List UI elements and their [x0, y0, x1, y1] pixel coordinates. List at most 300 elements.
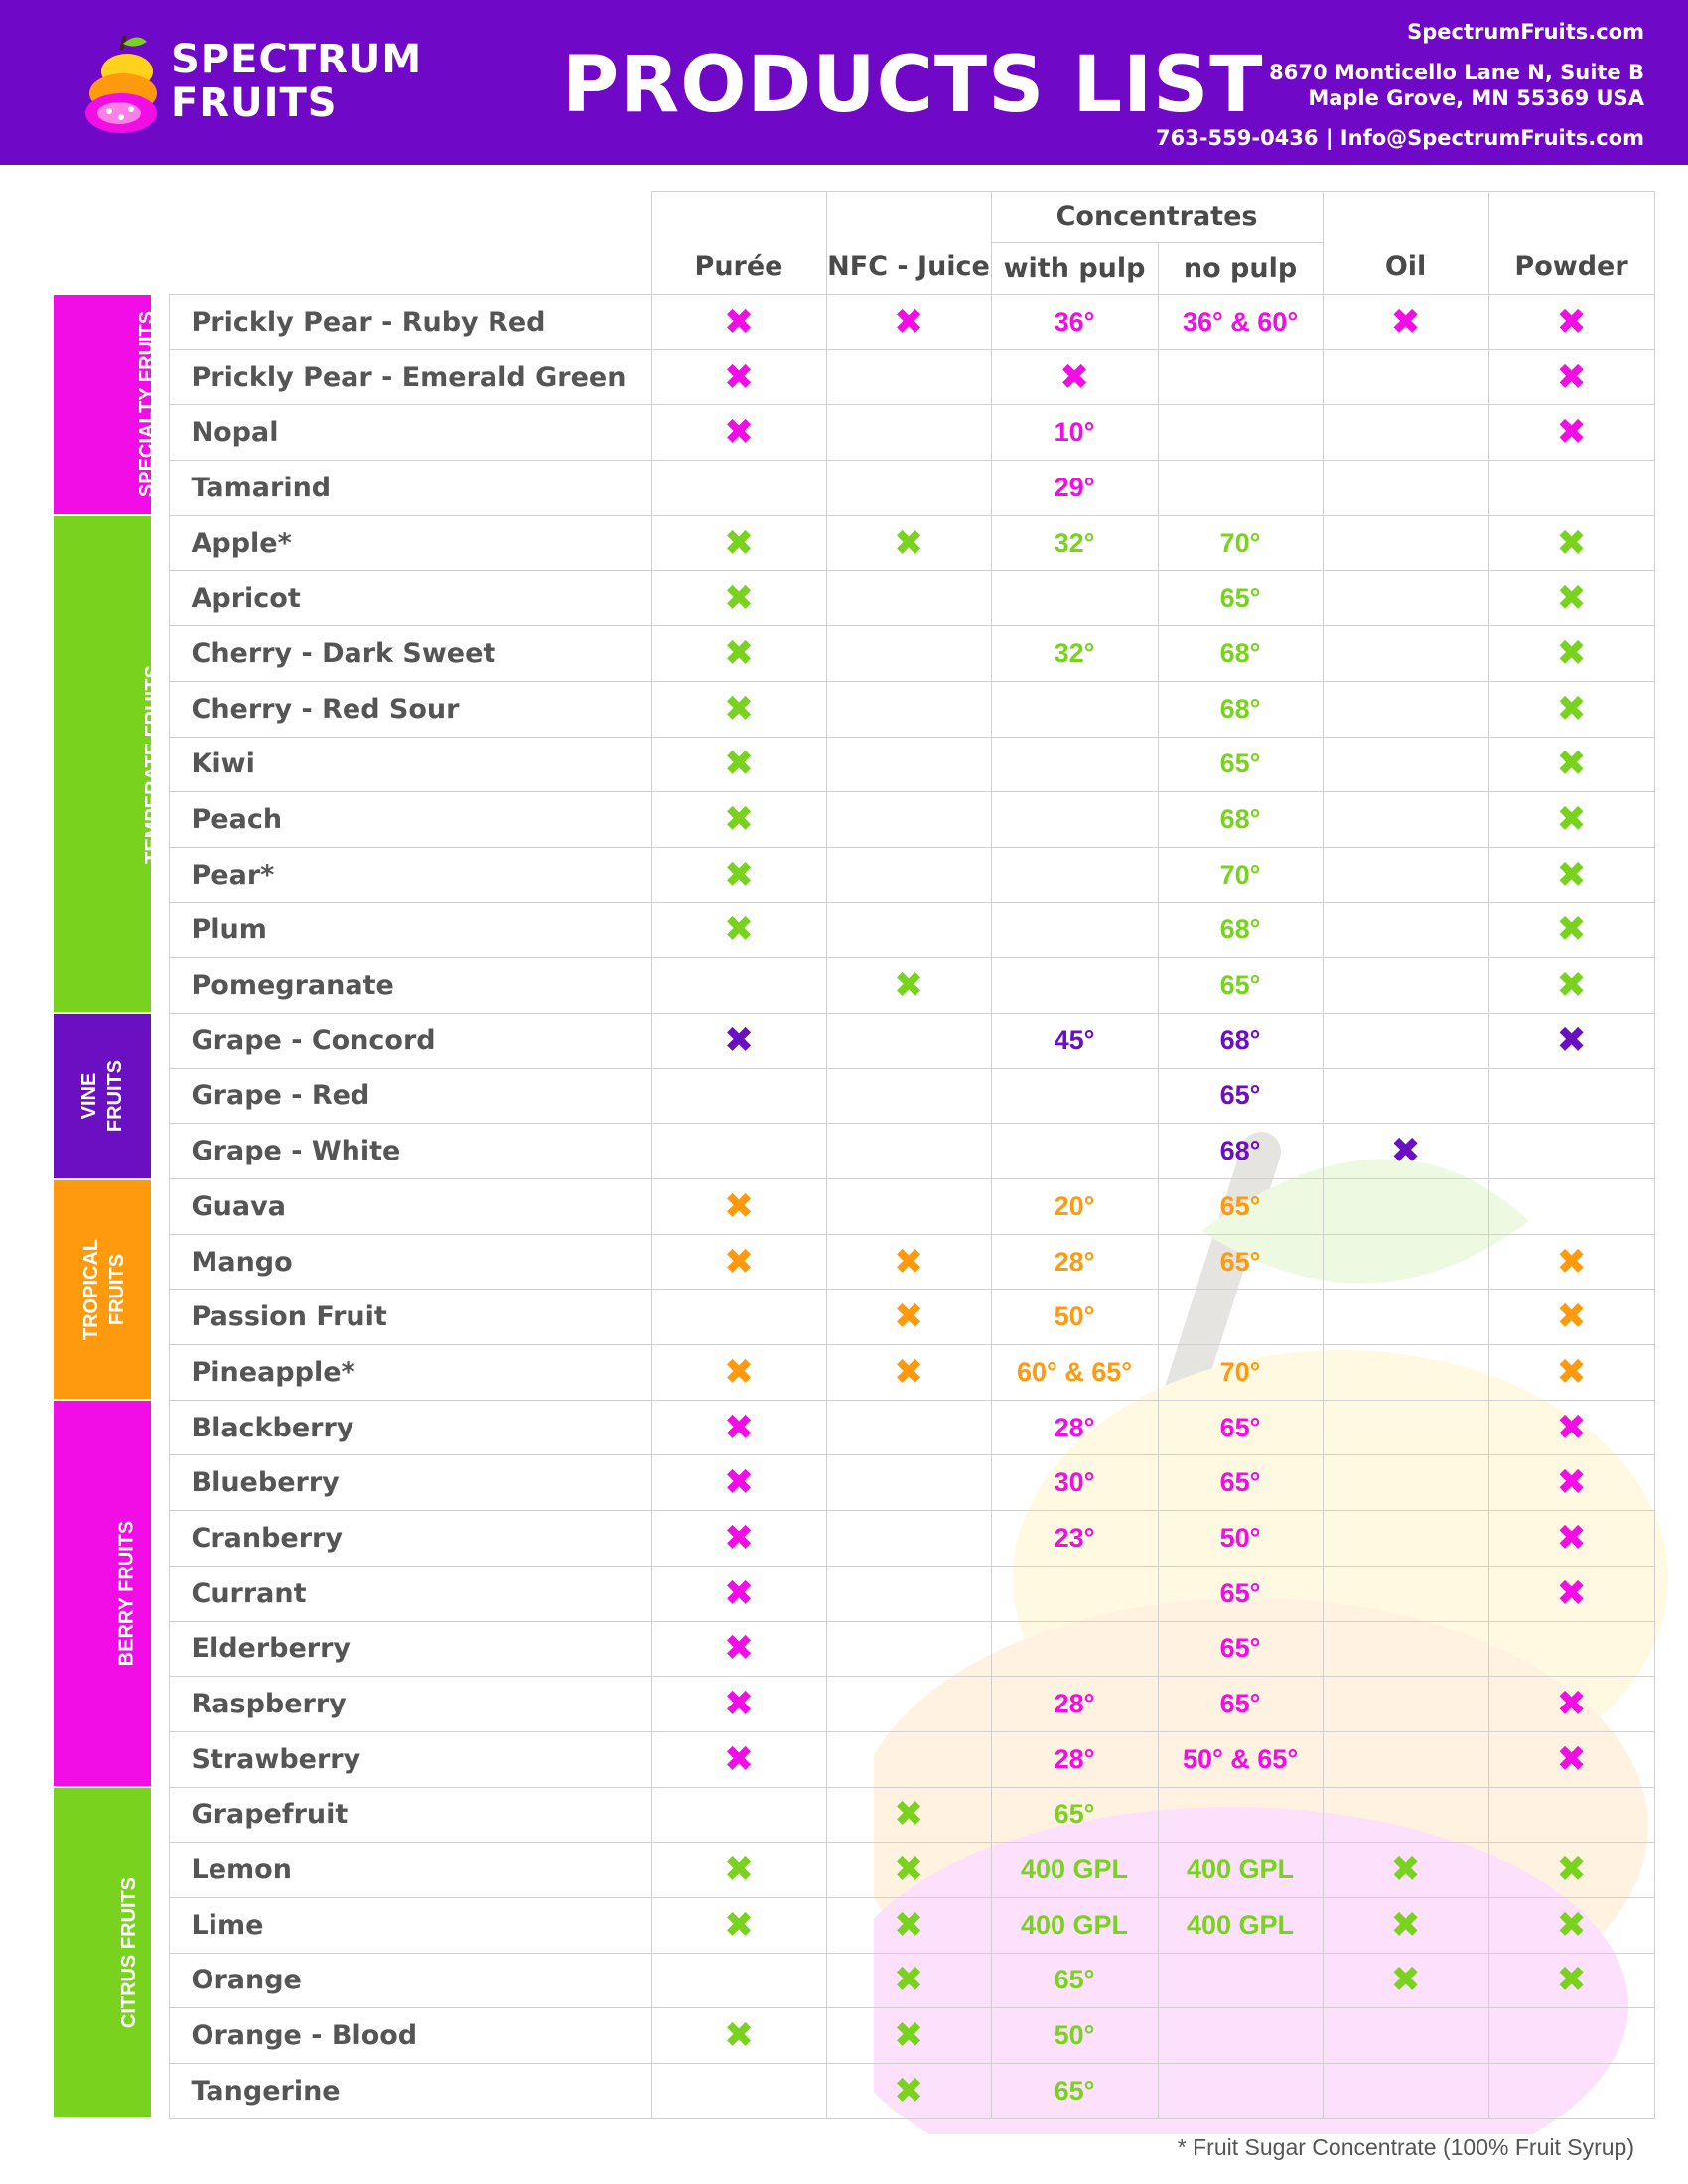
- cell-powder: [1488, 1787, 1654, 1843]
- cell-no-pulp: [1158, 1345, 1323, 1401]
- cell-oil: [1323, 1843, 1488, 1898]
- x-mark-icon: ✖: [1556, 798, 1587, 840]
- x-mark-icon: ✖: [723, 1240, 755, 1282]
- website-link[interactable]: SpectrumFruits.com: [1407, 20, 1644, 44]
- cell-no-pulp: [1158, 1953, 1323, 2008]
- table-row: [54, 1455, 1654, 1511]
- cell-nfc: [826, 737, 991, 792]
- x-mark-icon: ✖: [893, 1903, 924, 1945]
- product-name: Pineapple*: [169, 1345, 651, 1401]
- cell-nfc: [826, 1234, 991, 1290]
- cell-oil: [1323, 1290, 1488, 1345]
- brix-value: 65°: [1219, 1190, 1261, 1221]
- page-header: [0, 0, 1688, 165]
- x-mark-icon: ✖: [893, 521, 924, 563]
- x-mark-icon: ✖: [893, 1848, 924, 1890]
- cell-no-pulp: [1158, 1511, 1323, 1567]
- cell-with-pulp: [991, 2064, 1158, 2119]
- cell-puree: [651, 295, 826, 350]
- x-mark-icon: ✖: [723, 1406, 755, 1447]
- cell-with-pulp: [991, 1455, 1158, 1511]
- product-name: Apricot: [169, 571, 651, 626]
- product-name: Tangerine: [169, 2064, 651, 2119]
- table-row: [54, 681, 1654, 737]
- product-name: Pomegranate: [169, 958, 651, 1014]
- cell-no-pulp: [1158, 1290, 1323, 1345]
- cell-nfc: [826, 1787, 991, 1843]
- brix-value: 65°: [1054, 1965, 1095, 1995]
- cell-with-pulp: [991, 1621, 1158, 1677]
- x-mark-icon: ✖: [1556, 687, 1587, 729]
- cell-puree: [651, 1731, 826, 1787]
- table-row: [54, 461, 1654, 516]
- cell-no-pulp: [1158, 958, 1323, 1014]
- product-name: Tamarind: [169, 461, 651, 516]
- brix-value: 50° & 65°: [1182, 1743, 1299, 1774]
- cell-powder: [1488, 1179, 1654, 1235]
- cell-no-pulp: [1158, 295, 1323, 350]
- cell-powder: [1488, 405, 1654, 461]
- brix-value: 68°: [1219, 693, 1261, 724]
- brix-value: 65°: [1219, 1577, 1261, 1608]
- x-mark-icon: ✖: [1556, 1903, 1587, 1945]
- cell-powder: [1488, 737, 1654, 792]
- cell-powder: [1488, 1511, 1654, 1567]
- x-mark-icon: ✖: [723, 1737, 755, 1779]
- cell-oil: [1323, 681, 1488, 737]
- cell-powder: [1488, 1566, 1654, 1621]
- category-gap: [151, 1013, 169, 1178]
- cell-puree: [651, 847, 826, 902]
- col-header-puree: Purée: [651, 192, 826, 295]
- table-row: [54, 2064, 1654, 2119]
- cell-nfc: [826, 405, 991, 461]
- cell-no-pulp: [1158, 792, 1323, 848]
- cell-no-pulp: [1158, 349, 1323, 405]
- category-label-line-1: TROPICAL: [80, 1238, 103, 1340]
- table-row: [54, 1179, 1654, 1235]
- page-title: PRODUCTS LIST: [562, 41, 1264, 130]
- cell-puree: [651, 2008, 826, 2064]
- x-mark-icon: ✖: [723, 355, 755, 397]
- product-name: Apple*: [169, 515, 651, 571]
- brix-value: 23°: [1054, 1522, 1095, 1553]
- cell-nfc: [826, 1290, 991, 1345]
- x-mark-icon: ✖: [723, 2014, 755, 2056]
- cell-powder: [1488, 1953, 1654, 2008]
- product-name: Lemon: [169, 1843, 651, 1898]
- cell-no-pulp: [1158, 1731, 1323, 1787]
- cell-with-pulp: [991, 1843, 1158, 1898]
- brix-value: 68°: [1219, 914, 1261, 945]
- brix-value: 32°: [1054, 527, 1095, 558]
- cell-with-pulp: [991, 349, 1158, 405]
- brix-value: 50°: [1054, 2020, 1095, 2051]
- cell-with-pulp: [991, 958, 1158, 1014]
- x-mark-icon: ✖: [1556, 964, 1587, 1006]
- cell-powder: [1488, 1621, 1654, 1677]
- cell-oil: [1323, 405, 1488, 461]
- product-name: Plum: [169, 902, 651, 958]
- cell-oil: [1323, 626, 1488, 682]
- table-row: [54, 1953, 1654, 2008]
- cell-with-pulp: [991, 1124, 1158, 1179]
- table-row: [54, 1013, 1654, 1068]
- x-mark-icon: ✖: [723, 521, 755, 563]
- cell-no-pulp: [1158, 737, 1323, 792]
- cell-with-pulp: [991, 902, 1158, 958]
- x-mark-icon: ✖: [723, 853, 755, 894]
- category-label: [54, 1787, 151, 2118]
- cell-puree: [651, 1897, 826, 1953]
- x-mark-icon: ✖: [1058, 355, 1090, 397]
- cell-puree: [651, 1621, 826, 1677]
- x-mark-icon: ✖: [723, 1627, 755, 1669]
- x-mark-icon: ✖: [723, 1350, 755, 1392]
- x-mark-icon: ✖: [723, 300, 755, 341]
- cell-with-pulp: [991, 295, 1158, 350]
- cell-oil: [1323, 1068, 1488, 1124]
- cell-no-pulp: [1158, 571, 1323, 626]
- product-name: Cherry - Red Sour: [169, 681, 651, 737]
- cell-oil: [1323, 295, 1488, 350]
- category-gap: [151, 1787, 169, 2118]
- x-mark-icon: ✖: [723, 631, 755, 673]
- table-row: [54, 295, 1654, 350]
- cell-oil: [1323, 1234, 1488, 1290]
- cell-nfc: [826, 958, 991, 1014]
- cell-powder: [1488, 461, 1654, 516]
- brix-value: 65°: [1219, 1633, 1261, 1664]
- cell-puree: [651, 1068, 826, 1124]
- table-row: [54, 1566, 1654, 1621]
- cell-powder: [1488, 1455, 1654, 1511]
- cell-puree: [651, 1843, 826, 1898]
- cell-nfc: [826, 295, 991, 350]
- x-mark-icon: ✖: [1556, 853, 1587, 894]
- category-label-text: [78, 1239, 130, 1340]
- table-row: [54, 792, 1654, 848]
- table-row: [54, 405, 1654, 461]
- cell-oil: [1323, 1400, 1488, 1455]
- table-row: [54, 571, 1654, 626]
- cell-nfc: [826, 1621, 991, 1677]
- cell-with-pulp: [991, 1179, 1158, 1235]
- table-row: [54, 1511, 1654, 1567]
- cell-no-pulp: [1158, 1013, 1323, 1068]
- brix-value: 65°: [1219, 1246, 1261, 1277]
- cell-no-pulp: [1158, 1455, 1323, 1511]
- cell-puree: [651, 1511, 826, 1567]
- x-mark-icon: ✖: [723, 1903, 755, 1945]
- cell-nfc: [826, 1013, 991, 1068]
- cell-powder: [1488, 571, 1654, 626]
- cell-nfc: [826, 681, 991, 737]
- x-mark-icon: ✖: [1556, 1296, 1587, 1337]
- fruit-logo-icon: [81, 30, 169, 139]
- cell-puree: [651, 958, 826, 1014]
- cell-oil: [1323, 1345, 1488, 1401]
- brix-value: 65°: [1219, 970, 1261, 1001]
- x-mark-icon: ✖: [893, 964, 924, 1006]
- cell-no-pulp: [1158, 626, 1323, 682]
- product-name: Blackberry: [169, 1400, 651, 1455]
- cell-with-pulp: [991, 1400, 1158, 1455]
- category-label-text: BERRY FRUITS: [115, 1520, 138, 1667]
- x-mark-icon: ✖: [893, 1296, 924, 1337]
- cell-nfc: [826, 1511, 991, 1567]
- category-label: [54, 1400, 151, 1787]
- cell-oil: [1323, 1953, 1488, 2008]
- category-label-text: CITRUS FRUITS: [118, 1877, 141, 2029]
- product-name: Kiwi: [169, 737, 651, 792]
- phone-email: 763-559-0436 | Info@SpectrumFruits.com: [1155, 126, 1644, 150]
- product-name: Cherry - Dark Sweet: [169, 626, 651, 682]
- table-row: [54, 737, 1654, 792]
- cell-puree: [651, 902, 826, 958]
- cell-powder: [1488, 1677, 1654, 1732]
- cell-powder: [1488, 349, 1654, 405]
- cell-oil: [1323, 737, 1488, 792]
- cell-with-pulp: [991, 1290, 1158, 1345]
- cell-nfc: [826, 515, 991, 571]
- category-label: [54, 1179, 151, 1401]
- brix-value: 65°: [1054, 2075, 1095, 2106]
- col-header-oil: Oil: [1323, 192, 1488, 295]
- category-gap: [151, 1179, 169, 1401]
- cell-oil: [1323, 1013, 1488, 1068]
- table-row: [54, 1731, 1654, 1787]
- table-row: [54, 1345, 1654, 1401]
- product-name: Passion Fruit: [169, 1290, 651, 1345]
- cell-oil: [1323, 958, 1488, 1014]
- product-name: Grape - Concord: [169, 1013, 651, 1068]
- cell-with-pulp: [991, 737, 1158, 792]
- cell-powder: [1488, 1290, 1654, 1345]
- x-mark-icon: ✖: [893, 1959, 924, 2000]
- cell-no-pulp: [1158, 1124, 1323, 1179]
- cell-oil: [1323, 1677, 1488, 1732]
- x-mark-icon: ✖: [1556, 521, 1587, 563]
- brix-value: 28°: [1054, 1246, 1095, 1277]
- cell-no-pulp: [1158, 1068, 1323, 1124]
- cell-oil: [1323, 1787, 1488, 1843]
- cell-with-pulp: [991, 571, 1158, 626]
- cell-nfc: [826, 1566, 991, 1621]
- table-row: [54, 958, 1654, 1014]
- cell-no-pulp: [1158, 1566, 1323, 1621]
- category-label: [54, 295, 159, 516]
- table-row: [54, 847, 1654, 902]
- x-mark-icon: ✖: [1390, 1959, 1421, 2000]
- brix-value: 28°: [1054, 1412, 1095, 1442]
- x-mark-icon: ✖: [893, 1240, 924, 1282]
- cell-powder: [1488, 902, 1654, 958]
- product-name: Raspberry: [169, 1677, 651, 1732]
- x-mark-icon: ✖: [1556, 1350, 1587, 1392]
- cell-powder: [1488, 2008, 1654, 2064]
- product-name: Elderberry: [169, 1621, 651, 1677]
- cell-powder: [1488, 1234, 1654, 1290]
- x-mark-icon: ✖: [893, 300, 924, 341]
- cell-nfc: [826, 1897, 991, 1953]
- table-row: [54, 1400, 1654, 1455]
- cell-puree: [651, 1400, 826, 1455]
- brix-value: 45°: [1054, 1024, 1095, 1055]
- cell-oil: [1323, 1179, 1488, 1235]
- cell-oil: [1323, 792, 1488, 848]
- brix-value: 400 GPL: [1187, 1854, 1295, 1885]
- cell-with-pulp: [991, 847, 1158, 902]
- cell-with-pulp: [991, 681, 1158, 737]
- brand-line-2: FRUITS: [171, 80, 338, 126]
- cell-with-pulp: [991, 1897, 1158, 1953]
- brix-value: 36° & 60°: [1182, 306, 1299, 337]
- x-mark-icon: ✖: [1556, 577, 1587, 618]
- brix-value: 68°: [1219, 1024, 1261, 1055]
- brix-value: 65°: [1219, 749, 1261, 779]
- product-name: Peach: [169, 792, 651, 848]
- cell-powder: [1488, 2064, 1654, 2119]
- x-mark-icon: ✖: [723, 411, 755, 453]
- brand-line-1: SPECTRUM: [171, 37, 423, 82]
- x-mark-icon: ✖: [1390, 300, 1421, 341]
- brix-value: 65°: [1054, 1799, 1095, 1830]
- cell-no-pulp: [1158, 2064, 1323, 2119]
- cell-no-pulp: [1158, 2008, 1323, 2064]
- cell-powder: [1488, 1843, 1654, 1898]
- product-name: Orange - Blood: [169, 2008, 651, 2064]
- cell-puree: [651, 1455, 826, 1511]
- cell-oil: [1323, 1124, 1488, 1179]
- cell-puree: [651, 1566, 826, 1621]
- cell-with-pulp: [991, 405, 1158, 461]
- cell-powder: [1488, 792, 1654, 848]
- cell-oil: [1323, 1621, 1488, 1677]
- brix-value: 28°: [1054, 1743, 1095, 1774]
- contact-info: [1156, 16, 1644, 153]
- product-name: Currant: [169, 1566, 651, 1621]
- brix-value: 400 GPL: [1021, 1909, 1129, 1940]
- brix-value: 29°: [1054, 472, 1095, 502]
- x-mark-icon: ✖: [1556, 300, 1587, 341]
- category-label: [54, 515, 164, 1013]
- cell-puree: [651, 405, 826, 461]
- brix-value: 65°: [1219, 1689, 1261, 1719]
- table-row: [54, 1677, 1654, 1732]
- cell-powder: [1488, 1345, 1654, 1401]
- product-name: Guava: [169, 1179, 651, 1235]
- cell-no-pulp: [1158, 1677, 1323, 1732]
- cell-oil: [1323, 1455, 1488, 1511]
- cell-puree: [651, 681, 826, 737]
- brix-value: 65°: [1219, 1412, 1261, 1442]
- cell-with-pulp: [991, 1345, 1158, 1401]
- cell-nfc: [826, 1731, 991, 1787]
- x-mark-icon: ✖: [1390, 1903, 1421, 1945]
- brix-value: 70°: [1219, 859, 1261, 889]
- cell-no-pulp: [1158, 1234, 1323, 1290]
- cell-no-pulp: [1158, 1179, 1323, 1235]
- table-row: [54, 349, 1654, 405]
- cell-nfc: [826, 847, 991, 902]
- cell-nfc: [826, 349, 991, 405]
- table-row: [54, 902, 1654, 958]
- cell-oil: [1323, 1511, 1488, 1567]
- cell-nfc: [826, 626, 991, 682]
- category-label-line-1: VINE: [78, 1072, 100, 1120]
- brix-value: 68°: [1219, 1136, 1261, 1166]
- product-name: Prickly Pear - Ruby Red: [169, 295, 651, 350]
- x-mark-icon: ✖: [1556, 1848, 1587, 1890]
- x-mark-icon: ✖: [723, 577, 755, 618]
- category-label: [54, 1013, 151, 1178]
- category-label-line-2: FRUITS: [106, 1253, 129, 1325]
- cell-no-pulp: [1158, 902, 1323, 958]
- cell-puree: [651, 2064, 826, 2119]
- product-name: Grape - White: [169, 1124, 651, 1179]
- x-mark-icon: ✖: [723, 1683, 755, 1724]
- cell-powder: [1488, 1897, 1654, 1953]
- x-mark-icon: ✖: [1556, 1019, 1587, 1060]
- x-mark-icon: ✖: [893, 1793, 924, 1835]
- brix-value: 65°: [1219, 1467, 1261, 1498]
- x-mark-icon: ✖: [893, 2014, 924, 2056]
- cell-oil: [1323, 461, 1488, 516]
- col-header-no-pulp: no pulp: [1158, 243, 1323, 295]
- x-mark-icon: ✖: [723, 687, 755, 729]
- x-mark-icon: ✖: [893, 2069, 924, 2111]
- product-name: Blueberry: [169, 1455, 651, 1511]
- cell-nfc: [826, 902, 991, 958]
- address-line-1: 8670 Monticello Lane N, Suite B: [1269, 61, 1644, 84]
- cell-powder: [1488, 681, 1654, 737]
- product-name: Strawberry: [169, 1731, 651, 1787]
- cell-no-pulp: [1158, 847, 1323, 902]
- cell-no-pulp: [1158, 1621, 1323, 1677]
- cell-powder: [1488, 1731, 1654, 1787]
- brix-value: 50°: [1054, 1301, 1095, 1332]
- cell-oil: [1323, 1566, 1488, 1621]
- cell-oil: [1323, 1731, 1488, 1787]
- footnote: * Fruit Sugar Concentrate (100% Fruit Syrup): [1177, 2134, 1634, 2160]
- cell-nfc: [826, 2064, 991, 2119]
- x-mark-icon: ✖: [1556, 411, 1587, 453]
- x-mark-icon: ✖: [1556, 1406, 1587, 1447]
- table-row: [54, 1234, 1654, 1290]
- cell-oil: [1323, 902, 1488, 958]
- cell-nfc: [826, 1843, 991, 1898]
- category-label-text: SPECIALTY FRUITS: [136, 311, 159, 498]
- x-mark-icon: ✖: [723, 1571, 755, 1613]
- cell-puree: [651, 461, 826, 516]
- category-label-text: TEMPERATE FRUITS: [141, 665, 164, 864]
- cell-with-pulp: [991, 2008, 1158, 2064]
- table-row: [54, 1068, 1654, 1124]
- cell-with-pulp: [991, 1677, 1158, 1732]
- cell-with-pulp: [991, 1953, 1158, 2008]
- cell-with-pulp: [991, 1566, 1158, 1621]
- cell-puree: [651, 1234, 826, 1290]
- cell-no-pulp: [1158, 1897, 1323, 1953]
- cell-oil: [1323, 2008, 1488, 2064]
- cell-nfc: [826, 1677, 991, 1732]
- cell-powder: [1488, 1124, 1654, 1179]
- brix-value: 70°: [1219, 1356, 1261, 1387]
- x-mark-icon: ✖: [723, 743, 755, 784]
- cell-nfc: [826, 571, 991, 626]
- cell-powder: [1488, 626, 1654, 682]
